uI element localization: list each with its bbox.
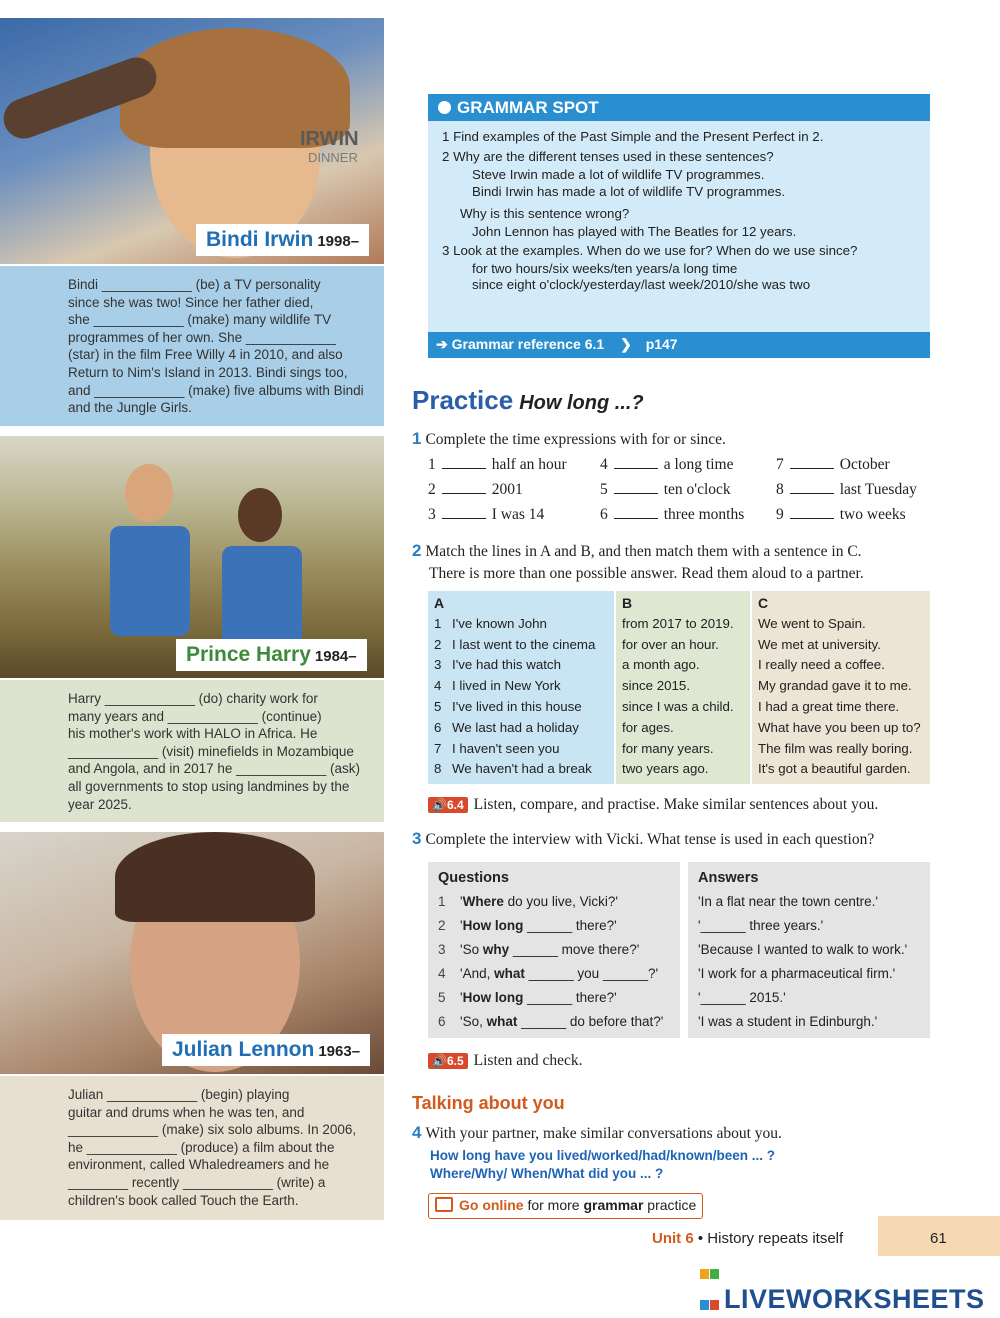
list-item: since I was a child. (622, 698, 734, 714)
answer-blank[interactable] (790, 493, 834, 494)
item-number: 5 (600, 481, 608, 498)
prompt-line-1: How long have you lived/worked/had/known/been ... ? (430, 1148, 776, 1163)
face-shape (125, 464, 173, 522)
grammar-reference-label: Grammar reference 6.1 (451, 336, 605, 352)
item-text: three months (663, 506, 745, 523)
go-online-button[interactable] (428, 1193, 703, 1219)
list-item: for many years. (622, 740, 714, 756)
julian-year: 1963– (318, 1043, 361, 1060)
list-item: We went to Spain. (758, 615, 866, 631)
go-online-label: Go online (459, 1197, 524, 1213)
audio-instruction-1 (428, 796, 878, 814)
grammar-spot-title: GRAMMAR SPOT (457, 98, 599, 117)
list-item: for ages. (622, 719, 674, 735)
caption-line: programmes of her own. She ____________ (68, 329, 336, 345)
caption-line: he ____________ (produce) a film about the (68, 1139, 335, 1155)
harry-name-tag (176, 639, 367, 671)
column-header: A (434, 595, 445, 611)
question-2 (412, 540, 864, 585)
caption-line: Harry ____________ (do) charity work for (68, 691, 318, 706)
question-3 (412, 828, 874, 851)
bindi-year: 1998– (317, 233, 360, 250)
answer-blank[interactable] (442, 493, 486, 494)
list-item: two years ago. (622, 761, 709, 777)
answer-blank[interactable] (442, 518, 486, 519)
question-text: Match the lines in A and B, and then match them with a sentence in C. (425, 543, 862, 560)
question-number: 2 (412, 541, 422, 560)
column-header: B (622, 595, 633, 611)
list-item: 'I was a student in Edinburgh.' (698, 1014, 878, 1029)
time-expr-item (428, 481, 523, 499)
list-item: I had a great time there. (758, 698, 900, 714)
page-number: 61 (930, 1230, 947, 1247)
julian-caption (0, 1076, 384, 1220)
unit-title: History repeats itself (707, 1230, 844, 1247)
list-item: since 2015. (622, 678, 691, 694)
item-text: ten o'clock (663, 481, 731, 498)
column-header: C (758, 595, 769, 611)
answer-blank[interactable] (614, 468, 658, 469)
go-online-text: for more (523, 1197, 584, 1213)
list-item: My grandad gave it to me. (758, 678, 912, 694)
column-header: Answers (698, 870, 759, 886)
list-item: I really need a coffee. (758, 657, 885, 673)
grammar-example-2: Bindi Irwin has made a lot of wildlife TV programmes. (472, 183, 786, 199)
question-text: With your partner, make similar conversations about you. (425, 1125, 782, 1142)
list-item: '______ 2015.' (698, 990, 786, 1005)
answer-blank[interactable] (442, 468, 486, 469)
list-item: 5 I've lived in this house (434, 698, 582, 714)
audio-instruction-2 (428, 1052, 583, 1070)
grammar-example-3: John Lennon has played with The Beatles for 12 years. (472, 224, 797, 239)
practice-subtitle: How long ...? (519, 392, 644, 414)
list-item: 8 We haven't had a break (434, 761, 592, 777)
question-text: Complete the interview with Vicki. What tense is used in each question? (425, 831, 875, 848)
list-item: 4 'And, what ______ you ______?' (438, 966, 659, 981)
photo-sign-2: DINNER (308, 150, 358, 165)
caption-line: and the Jungle Girls. (68, 400, 192, 416)
brand-name: LIVEWORKSHEETS (724, 1284, 985, 1314)
grammar-q2: 2 Why are the different tenses used in these sentences? (442, 149, 774, 164)
bindi-name-tag (196, 224, 369, 256)
caption-line: (star) in the film Free Willy 4 in 2010, and also (68, 347, 343, 363)
interview-answers (688, 862, 930, 1038)
list-item: The film was really boring. (758, 740, 913, 756)
list-item: 4 I lived in New York (434, 678, 561, 694)
photo-sign: IRWIN (300, 128, 359, 150)
list-item: What have you been up to? (758, 719, 921, 735)
list-item: 1 'Where do you live, Vicki?' (438, 894, 618, 909)
grammar-spot-header (428, 94, 930, 121)
item-number: 2 (428, 481, 436, 498)
question-1 (412, 428, 726, 451)
bindi-caption (0, 266, 384, 426)
bindi-name: Bindi Irwin (206, 228, 314, 251)
footer-bullet: • (697, 1230, 704, 1247)
caption-line: she ____________ (make) many wildlife TV (68, 312, 332, 328)
match-column-a (428, 591, 614, 784)
grammar-example-1: Steve Irwin made a lot of wildlife TV programmes. (472, 167, 765, 182)
caption-line: many years and ____________ (continue) (68, 708, 322, 724)
caption-line: children's book called Touch the Earth. (68, 1192, 299, 1208)
caption-line: ____________ (make) six solo albums. In 2006, (68, 1122, 357, 1138)
item-text: last Tuesday (839, 481, 917, 498)
bullet-icon (438, 101, 451, 114)
item-number: 8 (776, 481, 784, 498)
answer-blank[interactable] (614, 518, 658, 519)
caption-line: Bindi ____________ (be) a TV personality (68, 277, 321, 292)
item-number: 7 (776, 456, 784, 473)
arrow-right-icon: ➔ (436, 336, 448, 352)
list-item: 2 'How long ______ there?' (438, 918, 617, 933)
question-number: 1 (412, 429, 422, 448)
audio-button[interactable]: 🔊6.5 (428, 1053, 468, 1069)
grammar-q1: 1 Find examples of the Past Simple and the Present Perfect in 2. (442, 129, 824, 144)
question-text-2: There is more than one possible answer. Read them aloud to a partner. (429, 565, 864, 582)
grammar-spot-box (428, 94, 930, 358)
page-footer (652, 1230, 843, 1247)
list-item: We met at university. (758, 636, 881, 652)
time-expr-item (428, 456, 567, 474)
grammar-for-line: for two hours/six weeks/ten years/a long time (472, 260, 738, 276)
grammar-reference-link[interactable] (428, 332, 930, 358)
answer-blank[interactable] (790, 518, 834, 519)
caption-line: year 2025. (68, 796, 132, 812)
talking-heading: Talking about you (412, 1093, 565, 1113)
item-text: October (839, 456, 890, 473)
vest-shape (110, 526, 190, 636)
list-item: 'I work for a pharmaceutical firm.' (698, 966, 896, 981)
list-item: 7 I haven't seen you (434, 740, 560, 756)
question-text: Complete the time expressions with for or since. (425, 431, 726, 448)
column-header: Questions (438, 870, 509, 886)
go-online-bold: grammar (583, 1197, 644, 1213)
list-item: from 2017 to 2019. (622, 615, 734, 631)
time-expr-item (776, 481, 917, 499)
answer-blank[interactable] (614, 493, 658, 494)
question-number: 4 (412, 1123, 422, 1142)
liveworksheets-icon (700, 1256, 720, 1278)
caption-line: environment, called Whaledreamers and he (68, 1157, 330, 1173)
caption-line: guitar and drums when he was ten, and (68, 1104, 305, 1120)
caption-line: his mother's work with HALO in Africa. He (68, 726, 318, 742)
item-text: two weeks (839, 506, 906, 523)
list-item: 3 I've had this watch (434, 657, 561, 673)
item-number: 6 (600, 506, 608, 523)
caption-line: Return to Nim's Island in 2013. Bindi sings too, (68, 364, 348, 380)
caption-line: ____________ (visit) minefields in Mozambique (68, 743, 354, 759)
list-item: '______ three years.' (698, 918, 824, 933)
time-expr-item (600, 506, 744, 524)
julian-name-tag (162, 1034, 370, 1066)
unit-label: Unit 6 (652, 1230, 694, 1247)
caption-line: ________ recently ____________ (write) a (68, 1174, 326, 1190)
caption-line: all governments to stop using landmines by the (68, 778, 350, 794)
harry-name: Prince Harry (186, 643, 311, 666)
list-item: It's got a beautiful garden. (758, 761, 911, 777)
time-expr-item (600, 481, 731, 499)
prompt-line-2: Where/Why/ When/What did you ... ? (430, 1166, 664, 1181)
list-item: 'In a flat near the town centre.' (698, 894, 879, 909)
item-text: 2001 (491, 481, 523, 498)
item-number: 9 (776, 506, 784, 523)
item-text: a long time (663, 456, 734, 473)
time-expr-item (428, 506, 544, 524)
time-expr-item (776, 456, 890, 474)
interview-questions (428, 862, 680, 1038)
item-number: 1 (428, 456, 436, 473)
harry-year: 1984– (314, 648, 357, 665)
question-number: 3 (412, 829, 422, 848)
practice-title: Practice (412, 385, 514, 415)
time-expr-item (776, 506, 906, 524)
caption-line: Julian ____________ (begin) playing (68, 1087, 290, 1102)
grammar-why-wrong: Why is this sentence wrong? (460, 206, 630, 221)
answer-blank[interactable] (790, 468, 834, 469)
item-text: I was 14 (491, 506, 545, 523)
julian-name: Julian Lennon (172, 1038, 315, 1061)
audio-button[interactable]: 🔊6.4 (428, 797, 468, 813)
time-expr-item (600, 456, 734, 474)
list-item: a month ago. (622, 657, 700, 673)
list-item: for over an hour. (622, 636, 719, 652)
harry-caption (0, 680, 384, 822)
match-table (428, 591, 930, 784)
list-item: 'Because I wanted to walk to work.' (698, 942, 908, 957)
item-number: 4 (600, 456, 608, 473)
list-item: 6 We last had a holiday (434, 719, 579, 735)
item-number: 3 (428, 506, 436, 523)
match-column-c (752, 591, 930, 784)
grammar-reference-page: p147 (645, 336, 678, 352)
go-online-end: practice (643, 1197, 697, 1213)
list-item: 6 'So, what ______ do before that?' (438, 1014, 664, 1029)
list-item: 5 'How long ______ there?' (438, 990, 617, 1005)
match-column-b (616, 591, 750, 784)
audio-instruction-text: Listen, compare, and practise. Make similar sentences about you. (473, 796, 879, 813)
list-item: 1 I've known John (434, 615, 547, 631)
practice-heading (412, 385, 644, 416)
question-4 (412, 1122, 782, 1145)
list-item: 3 'So why ______ move there?' (438, 942, 640, 957)
caption-line: and Angola, and in 2017 he ____________ (ask) (68, 761, 360, 777)
grammar-q3: 3 Look at the examples. When do we use for? When do we use since? (442, 242, 858, 258)
chevron-right-icon: ❯ (620, 336, 632, 352)
audio-instruction-text: Listen and check. (473, 1052, 583, 1069)
liveworksheets-logo (700, 1256, 985, 1315)
list-item: 2 I last went to the cinema (434, 636, 596, 652)
caption-line: and ____________ (make) five albums with Bindi (68, 382, 364, 398)
face-shape (238, 488, 282, 542)
grammar-since-line: since eight o'clock/yesterday/last week/2010/she was two (472, 277, 811, 292)
item-text: half an hour (491, 456, 567, 473)
caption-line: since she was two! Since her father died, (68, 294, 314, 310)
external-link-icon (435, 1197, 453, 1212)
hair-shape (115, 832, 315, 922)
